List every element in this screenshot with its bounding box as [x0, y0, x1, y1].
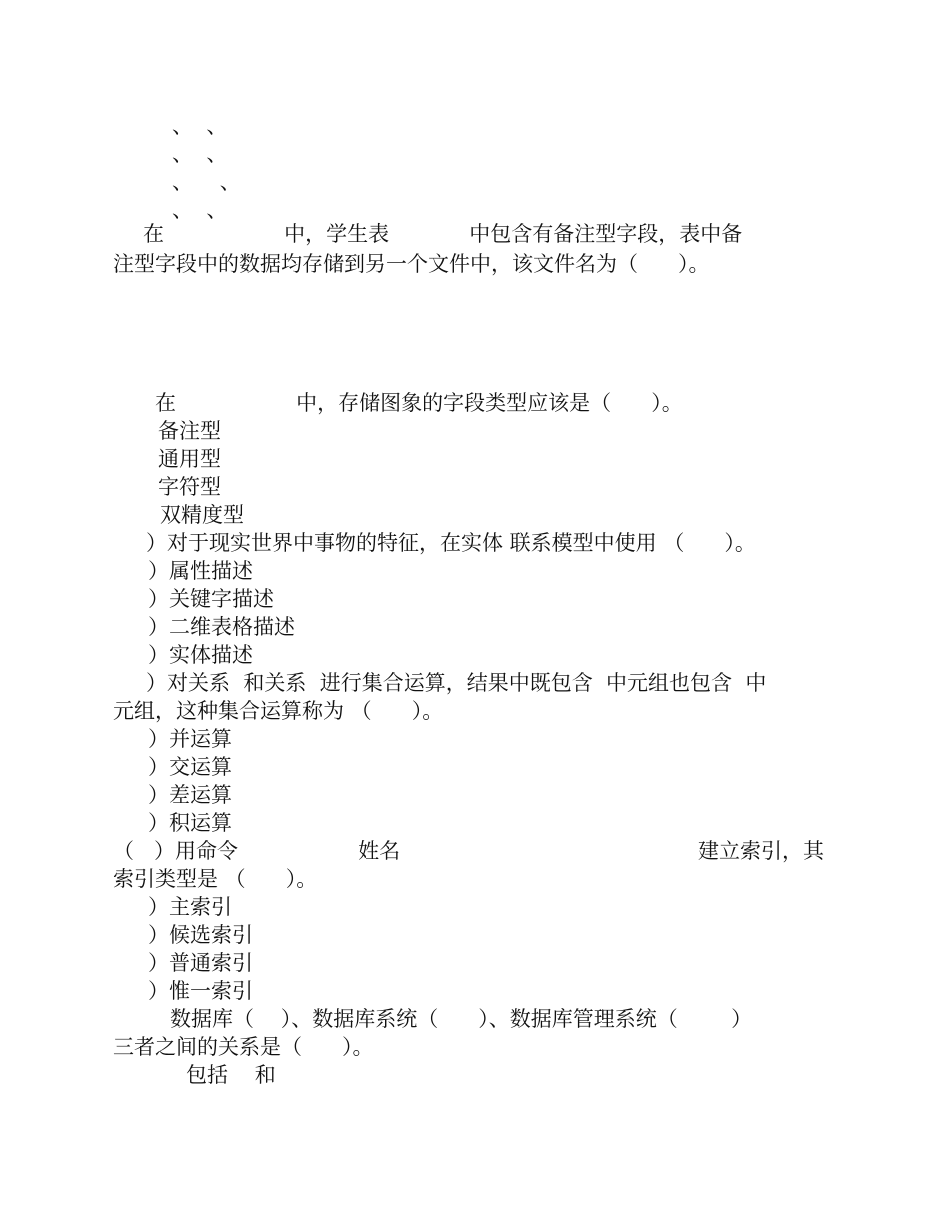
question-text: 索引类型是 （ ）。	[113, 867, 318, 891]
question-text: 在 中，学生表 中包含有备注型字段，表中备	[143, 222, 743, 246]
option-text: ）普通索引	[148, 951, 253, 975]
option-text: 双精度型	[160, 503, 244, 527]
text-line: 、 、	[172, 170, 241, 194]
text-line: 、 、	[172, 142, 228, 166]
question-text: ）对于现实世界中事物的特征，在实体 联系模型中使用 （ ）。	[146, 531, 756, 555]
option-text: ）实体描述	[148, 643, 253, 667]
option-text: 备注型	[158, 419, 221, 443]
option-text: ）差运算	[148, 783, 232, 807]
option-text: 字符型	[158, 475, 221, 499]
question-text: 元组，这种集合运算称为 （ ）。	[113, 699, 444, 723]
option-text: ）二维表格描述	[148, 615, 295, 639]
text-line: 、 、	[172, 114, 228, 138]
option-text: ）关键字描述	[148, 587, 274, 611]
option-text: ）积运算	[148, 811, 232, 835]
question-text: 数据库（ ）、数据库系统（ ）、数据库管理系统（ ）	[170, 1007, 753, 1031]
question-text: （ ）用命令 姓名	[113, 839, 401, 863]
text-line: 、 、	[172, 198, 228, 222]
question-text: 注型字段中的数据均存储到另一个文件中，该文件名为（ ）。	[113, 252, 710, 276]
option-text: 通用型	[158, 447, 221, 471]
option-text: 包括 和	[186, 1063, 276, 1087]
option-text: ）惟一索引	[148, 979, 253, 1003]
question-text: 三者之间的关系是（ ）。	[113, 1035, 374, 1059]
option-text: ）并运算	[148, 727, 232, 751]
option-text: ）候选索引	[148, 923, 253, 947]
question-text: ）对关系 和关系 进行集合运算，结果中既包含 中元组也包含 中	[146, 671, 767, 695]
question-text: 建立索引，其	[698, 839, 824, 863]
option-text: ）属性描述	[148, 559, 253, 583]
option-text: ）交运算	[148, 755, 232, 779]
question-text: 在 中，存储图象的字段类型应该是（ ）。	[155, 391, 683, 415]
option-text: ）主索引	[148, 895, 232, 919]
